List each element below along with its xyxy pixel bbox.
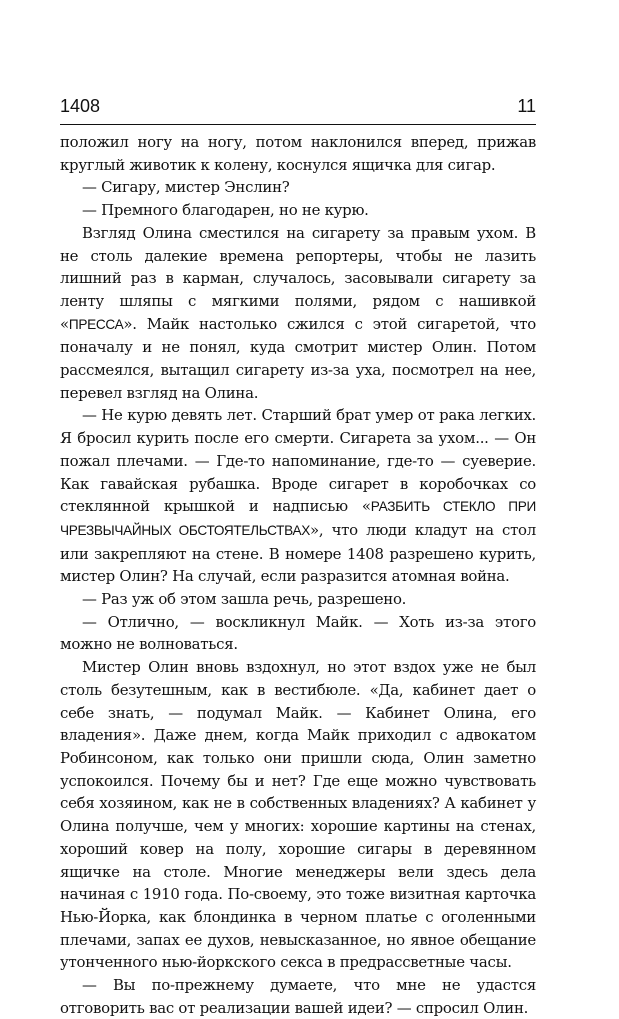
paragraph-text: ». Майк настолько сжился с этой сигаретой, что поначалу и не понял, куда смотрит мистер Олин. Потом рассмеялся, вытащил сигарету из-за уха, посмотрел на нее, перевел взгляд на Олина.	[60, 314, 536, 402]
paragraph-text: — Вы по-прежнему думаете, что мне не удастся отговорить вас от реализации вашей идеи? — спросил Олин.	[60, 976, 536, 1017]
sans-inline-text: РАЗБИТЬ СТЕКЛО ПРИ ЧРЕЗВЫЧАЙНЫХ ОБСТОЯТЕЛЬСТВАХ	[60, 499, 536, 538]
paragraph	[60, 611, 536, 656]
paragraph-text: — Не курю девять лет. Старший брат умер от рака легких. Я бросил курить после его смерти. Сигарета за ухом... — Он пожал плечами. — Где-то напоминание, где-то — суеверие. Как гавайская рубашка. Вроде сигарет в коробочках со стеклянной крышкой и надписью «	[60, 406, 536, 516]
paragraph-text: », что люди кладут на стол или закрепляют на стене. В номере 1408 разрешено курить, мистер Олин? На случай, если разразится атомная война.	[60, 520, 536, 586]
running-title: 1408	[60, 96, 101, 116]
running-header	[60, 96, 536, 117]
paragraph	[60, 222, 536, 405]
paragraph-text: Взгляд Олина сместился на сигарету за правым ухом. В не столь далекие времена репортеры, чтобы не лазить лишний раз в карман, случалось, засовывали сигарету за ленту шляпы с мягкими полями, рядом с нашивкой «	[60, 223, 536, 333]
body-text	[60, 131, 536, 1019]
paragraph	[60, 199, 536, 222]
paragraph	[60, 656, 536, 974]
paragraph	[60, 404, 536, 588]
paragraph	[60, 176, 536, 199]
paragraph	[60, 131, 536, 176]
paragraph	[60, 588, 536, 611]
paragraph	[60, 974, 536, 1019]
paragraph-text: — Премного благодарен, но не курю.	[82, 201, 369, 220]
paragraph-text: — Отлично, — воскликнул Майк. — Хоть из-за этого можно не волноваться.	[60, 612, 536, 654]
sans-inline-text: ПРЕССА	[68, 316, 124, 332]
page-number: 11	[517, 96, 536, 116]
header-rule	[60, 124, 536, 125]
paragraph-text: — Сигару, мистер Энслин?	[82, 178, 290, 197]
paragraph-text: положил ногу на ногу, потом наклонился вперед, прижав круглый животик к колену, коснулся ящичка для сигар.	[60, 133, 536, 174]
paragraph-text: — Раз уж об этом зашла речь, разрешено.	[82, 590, 407, 609]
paragraph-text: Мистер Олин вновь вздохнул, но этот вздох уже не был столь безутешным, как в вестибюле. «Да, кабинет дает о себе знать, — подумал Майк. — Кабинет Олина, его владения». Даже днем, когда Майк приходил с адвокатом Робинсоном, как только они пришли сюда, Олин заметно успокоился. Почему бы и нет? Где еще можно чувствовать себя хозяином, как не в собственных владениях? А кабинет у Олина получше, чем у многих: хорошие картины на стенах, хороший ковер на полу, хорошие сигары в деревянном ящичке на столе. Многие менеджеры вели здесь дела начиная с 1910 года. По-своему, это тоже визитная карточка Нью-Йорка, как блондинка в черном платье с оголенными плечами, запах ее духов, невысказанное, но явное обещание утонченного нью-йоркского секса в предрассветные часы.	[60, 658, 536, 972]
